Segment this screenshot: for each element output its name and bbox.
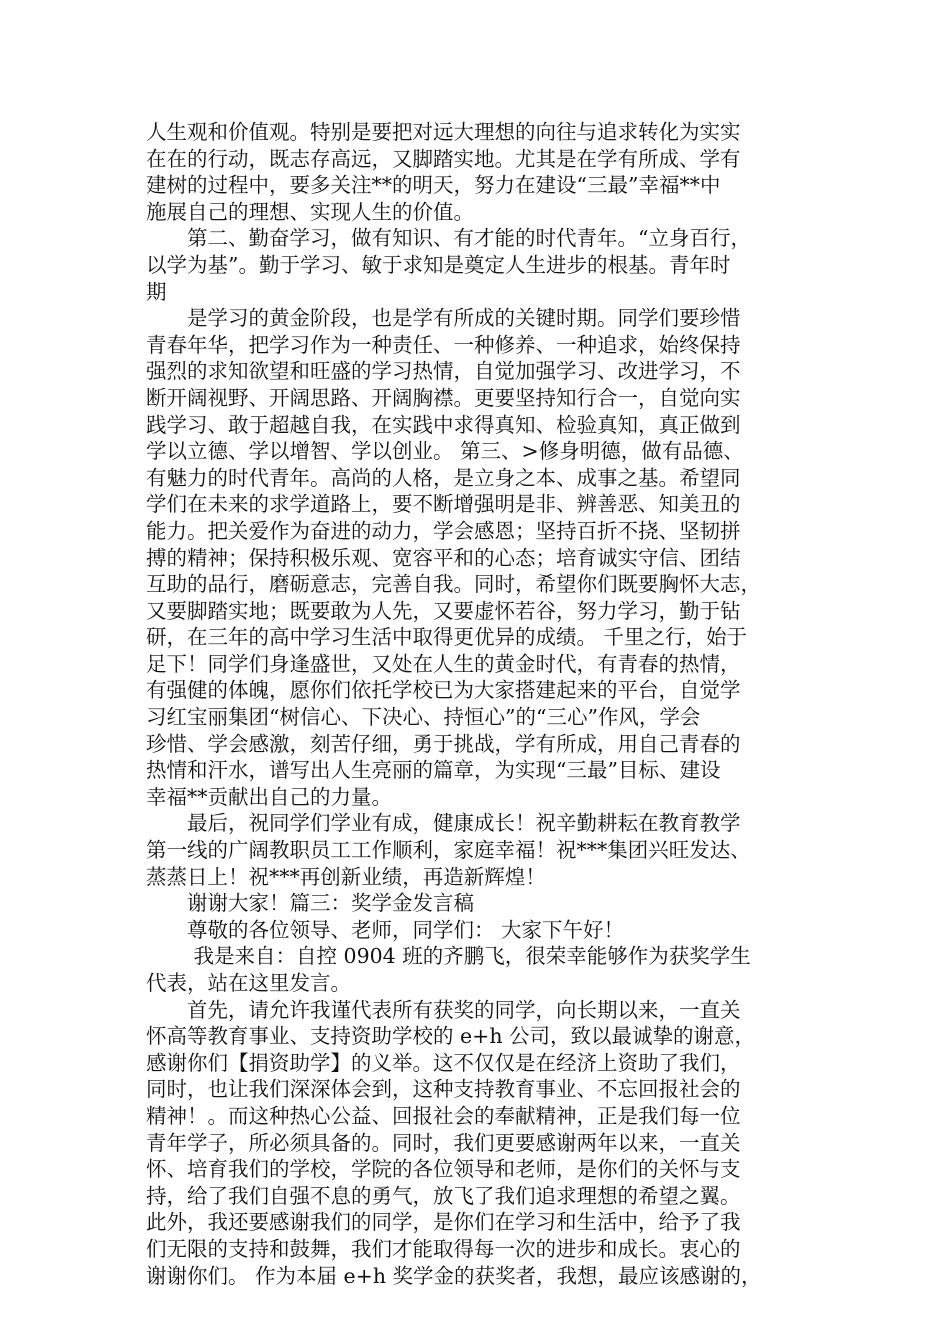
text-line: 第一线的广阔教职员工工作顺利，家庭幸福！祝***集团兴旺发达、 <box>146 838 751 863</box>
document-body-text <box>146 119 806 1289</box>
text-line: 搏的精神；保持积极乐观、宽容平和的心态；培育诚实守信、团结 <box>146 545 741 570</box>
text-line: 研，在三年的高中学习生活中取得更优异的成绩。 千里之行，始于 <box>146 625 748 650</box>
text-line: 持，给了我们自强不息的勇气，放飞了我们追求理想的希望之翼。 <box>146 1183 741 1208</box>
text-line: 在在的行动，既志存高远，又脚踏实地。尤其是在学有所成、学有 <box>146 146 741 171</box>
text-line: 青春年华，把学习作为一种责任、一种修养、一种追求，始终保持 <box>146 332 741 357</box>
text-line: 有强健的体魄，愿你们依托学校已为大家搭建起来的平台，自觉学 <box>146 678 741 703</box>
text-line: 谢谢大家！篇三：奖学金发言稿 <box>146 891 474 916</box>
text-line: 感谢你们【捐资助学】的义举。这不仅仅是在经济上资助了我们， <box>146 1050 741 1075</box>
text-line: 又要脚踏实地；既要敢为人先，又要虚怀若谷，努力学习，勤于钻 <box>146 598 741 623</box>
text-line: 同时，也让我们深深体会到，这种支持教育事业、不忘回报社会的 <box>146 1077 741 1102</box>
text-line: 尊敬的各位领导、老师，同学们： 大家下午好！ <box>146 917 625 942</box>
text-line: 以学为基”。勤于学习、敏于求知是奠定人生进步的根基。青年时 <box>146 252 731 277</box>
text-line: 是学习的黄金阶段，也是学有所成的关键时期。同学们要珍惜 <box>146 306 741 331</box>
text-line: 怀、培育我们的学校，学院的各位领导和老师，是你们的关怀与支 <box>146 1157 741 1182</box>
text-line: 首先，请允许我谨代表所有获奖的同学，向长期以来，一直关 <box>146 997 741 1022</box>
text-line: 最后，祝同学们学业有成，健康成长！祝辛勤耕耘在教育教学 <box>146 811 741 836</box>
text-line: 珍惜、学会感激，刻苦仔细，勇于挑战，学有所成，用自己青春的 <box>146 731 741 756</box>
text-line: 能力。把关爱作为奋进的动力，学会感恩；坚持百折不挠、坚韧拼 <box>146 518 741 543</box>
text-line: 蒸蒸日上！祝***再创新业绩，再造新辉煌！ <box>146 864 546 889</box>
text-line: 强烈的求知欲望和旺盛的学习热情，自觉加强学习、改进学习，不 <box>146 359 741 384</box>
text-line: 谢谢你们。 作为本届 e+h 奖学金的获奖者，我想，最应该感谢的， <box>146 1263 762 1288</box>
text-line: 足下！同学们身逢盛世，又处在人生的黄金时代，有青春的热情， <box>146 651 741 676</box>
text-line: 有魅力的时代青年。高尚的人格，是立身之本、成事之基。希望同 <box>146 465 741 490</box>
text-line: 此外，我还要感谢我们的同学，是你们在学习和生活中，给予了我 <box>146 1210 741 1235</box>
text-line: 第二、勤奋学习，做有知识、有才能的时代青年。“立身百行， <box>146 226 751 251</box>
text-line: 我是来自：自控 0904 班的齐鹏飞，很荣幸能够作为获奖学生 <box>146 944 751 969</box>
text-line: 习红宝丽集团“树信心、下决心、持恒心”的“三心”作风，学会 <box>146 705 701 730</box>
text-line: 学以立德、学以增智、学以创业。 第三、>修身明德，做有品德、 <box>146 439 744 464</box>
text-line: 们无限的支持和鼓舞，我们才能取得每一次的进步和成长。衷心的 <box>146 1236 741 1261</box>
text-line: 青年学子，所必须具备的。同时，我们更要感谢两年以来，一直关 <box>146 1130 741 1155</box>
text-line: 怀高等教育事业、支持资助学校的 e+h 公司，致以最诚挚的谢意， <box>146 1024 756 1049</box>
text-line: 热情和汗水，谱写出人生亮丽的篇章，为实现“三最”目标、建设 <box>146 758 721 783</box>
text-line: 代表，站在这里发言。 <box>146 971 351 995</box>
text-line: 断开阔视野、开阔思路、开阔胸襟。更要坚持知行合一，自觉向实 <box>146 385 741 410</box>
text-line: 人生观和价值观。特别是要把对远大理想的向往与追求转化为实实 <box>146 120 741 144</box>
text-line: 期 <box>146 279 167 304</box>
text-line: 施展自己的理想、实现人生的价值。 <box>146 199 474 224</box>
text-line: 互助的品行，磨砺意志，完善自我。同时，希望你们既要胸怀大志， <box>146 572 761 597</box>
text-line: 践学习、敢于超越自我，在实践中求得真知、检验真知，真正做到 <box>146 412 741 437</box>
text-line: 建树的过程中，要多关注**的明天，努力在建设“三最”幸福**中 <box>146 173 721 198</box>
text-line: 幸福**贡献出自己的力量。 <box>146 784 392 809</box>
text-line: 精神！。而这种热心公益、回报社会的奉献精神，正是我们每一位 <box>146 1103 741 1128</box>
text-line: 学们在未来的求学道路上，要不断增强明是非、辨善恶、知美丑的 <box>146 492 741 517</box>
